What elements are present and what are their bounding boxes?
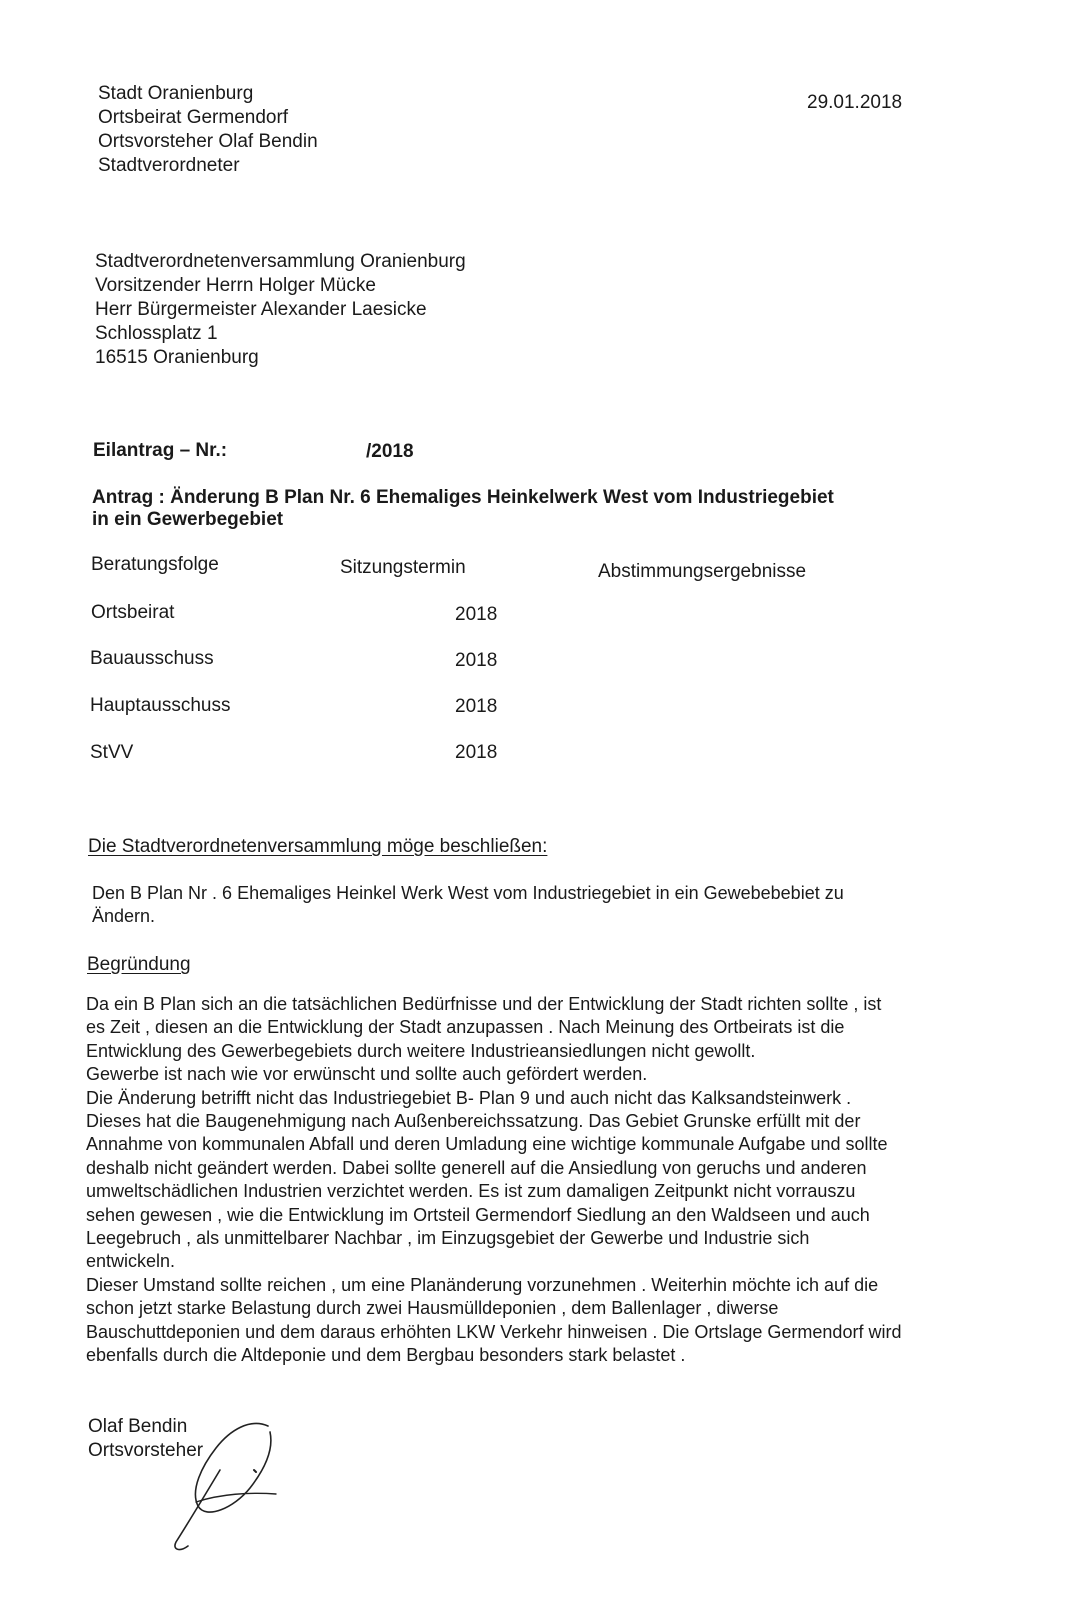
begruendung-line: Da ein B Plan sich an die tatsächlichen Bedürfnisse und der Entwicklung der Stadt richten sollte , ist bbox=[86, 994, 882, 1014]
sender-address bbox=[98, 82, 318, 178]
begruendung-line: Dieser Umstand sollte reichen , um eine Planänderung vorzunehmen . Weiterhin möchte ich auf die bbox=[86, 1274, 879, 1295]
begruendung-line: Gewerbe ist nach wie vor erwünscht und sollte auch gefördert werden. bbox=[86, 1064, 648, 1085]
table-cell-gremium: Hauptausschuss bbox=[90, 695, 231, 716]
sender-line: Ortsbeirat Germendorf bbox=[98, 107, 289, 128]
signature-name: Olaf Bendin bbox=[88, 1416, 188, 1437]
table-header-sitzungstermin: Sitzungstermin bbox=[340, 557, 466, 578]
begruendung-line: Die Änderung betrifft nicht das Industriegebiet B- Plan 9 und auch nicht das Kalksandsteinwerk . bbox=[86, 1087, 852, 1108]
sender-line: Stadt Oranienburg bbox=[98, 83, 254, 104]
beschluss-heading: Die Stadtverordnetenversammlung möge beschließen: bbox=[88, 836, 548, 857]
table-cell-gremium: Bauausschuss bbox=[90, 648, 214, 669]
beschluss-line: Ändern. bbox=[92, 906, 156, 926]
table-header-beratungsfolge: Beratungsfolge bbox=[91, 554, 219, 575]
table-cell-termin: 2018 bbox=[455, 604, 498, 625]
begruendung-line: Leegebruch , als unmittelbarer Nachbar , im Einzugsgebiet der Gewerbe und Industrie sich bbox=[86, 1228, 810, 1249]
begruendung-line: Entwicklung des Gewerbegebiets durch weitere Industrieansiedlungen nicht gewollt. bbox=[86, 1040, 756, 1061]
begruendung-line: entwickeln. bbox=[86, 1251, 176, 1272]
antrag-title bbox=[92, 487, 834, 531]
sender-line: Ortsvorsteher Olaf Bendin bbox=[98, 131, 318, 152]
begruendung-line: es Zeit , diesen an die Entwicklung der Stadt anzupassen . Nach Meinung des Ortbeirats ist die bbox=[86, 1017, 845, 1038]
table-cell-termin: 2018 bbox=[455, 650, 498, 671]
recipient-line: Vorsitzender Herrn Holger Mücke bbox=[95, 275, 376, 296]
signature-title: Ortsvorsteher bbox=[88, 1440, 204, 1461]
begruendung-line: schon jetzt starke Belastung durch zwei Hausmülldeponien , dem Ballenlager , diwerse bbox=[86, 1298, 779, 1319]
document-date: 29.01.2018 bbox=[807, 92, 903, 113]
recipient-line: Stadtverordnetenversammlung Oranienburg bbox=[95, 251, 466, 272]
recipient-line: 16515 Oranienburg bbox=[95, 347, 259, 368]
begruendung-line: umweltschädlichen Industrien verzichtet werden. Es ist zum damaligen Zeitpunkt nicht vorrauszu bbox=[86, 1181, 856, 1202]
table-cell-termin: 2018 bbox=[455, 742, 498, 763]
table-cell-termin: 2018 bbox=[455, 696, 498, 717]
table-header-abstimmungsergebnisse: Abstimmungsergebnisse bbox=[598, 561, 807, 582]
recipient-line: Schlossplatz 1 bbox=[95, 323, 218, 344]
table-cell-gremium: Ortsbeirat bbox=[91, 602, 175, 623]
sender-line: Stadtverordneter bbox=[98, 155, 240, 176]
begruendung-line: Dieses hat die Baugenehmigung nach Außenbereichssatzung. Das Gebiet Grunske erfüllt mit der bbox=[86, 1111, 861, 1132]
begruendung-line: sehen gewesen , wie die Entwicklung im Ortsteil Germendorf Siedlung an den Waldseen und auch bbox=[86, 1204, 870, 1225]
beschluss-line: Den B Plan Nr . 6 Ehemaliges Heinkel Werk West vom Industriegebiet in ein Gewebebebiet zu bbox=[92, 883, 844, 903]
eilantrag-number: /2018 bbox=[366, 441, 414, 462]
recipient-line: Herr Bürgermeister Alexander Laesicke bbox=[95, 299, 427, 320]
begruendung-line: deshalb nicht geändert werden. Dabei sollte generell auf die Ansiedlung von geruchs und anderen bbox=[86, 1157, 867, 1178]
antrag-line: Antrag : Änderung B Plan Nr. 6 Ehemaliges Heinkelwerk West vom Industriegebiet bbox=[92, 487, 834, 508]
beschluss-text bbox=[92, 882, 844, 928]
table-cell-gremium: StVV bbox=[90, 742, 134, 763]
handwritten-signature bbox=[150, 1410, 300, 1560]
begruendung-line: ebenfalls durch die Altdeponie und dem Bergbau besonders stark belastet . bbox=[86, 1345, 686, 1366]
begruendung-text bbox=[86, 993, 1026, 1368]
begruendung-line: Bauschuttdeponien und dem daraus erhöhten LKW Verkehr hinweisen . Die Ortslage Germendorf wird bbox=[86, 1321, 902, 1342]
begruendung-heading: Begründung bbox=[87, 954, 191, 975]
eilantrag-label: Eilantrag – Nr.: bbox=[93, 440, 228, 461]
recipient-address bbox=[95, 250, 466, 370]
begruendung-line: Annahme von kommunalen Abfall und deren Umladung eine wichtige kommunale Aufgabe und sollte bbox=[86, 1134, 888, 1155]
antrag-line: in ein Gewerbegebiet bbox=[92, 509, 284, 530]
